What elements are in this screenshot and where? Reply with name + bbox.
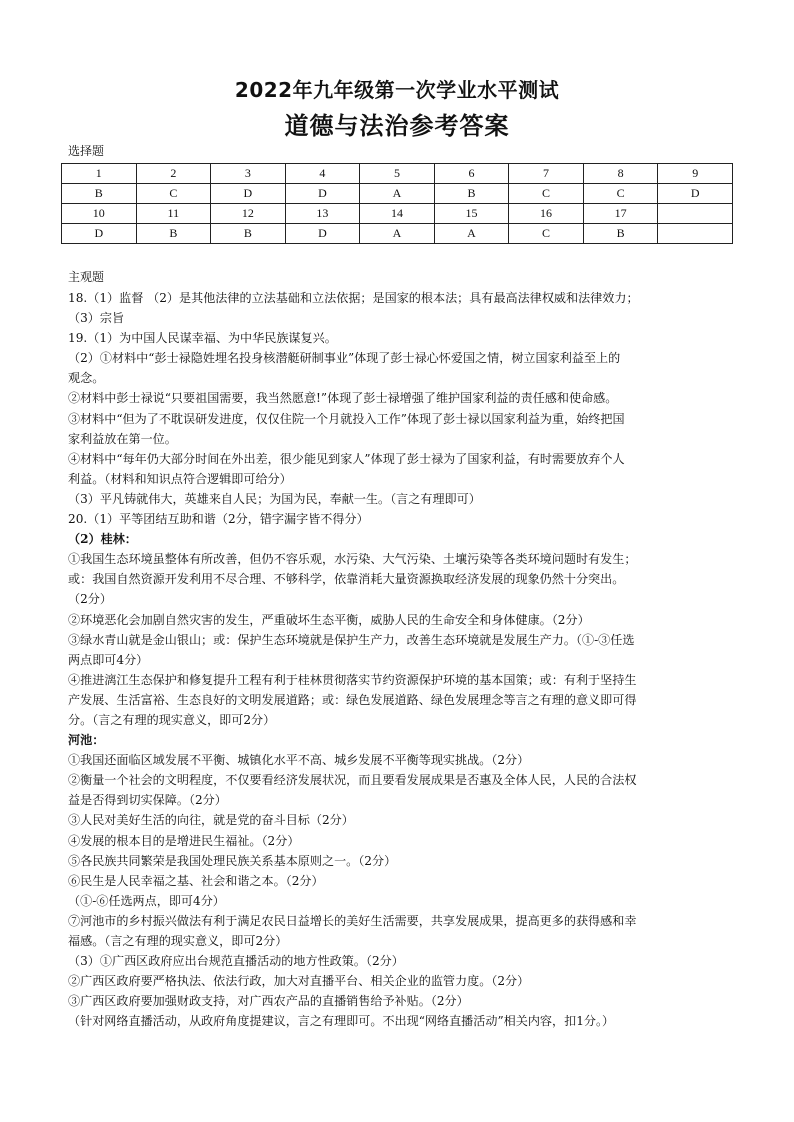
question-number-cell: 4 <box>285 164 360 184</box>
answer-cell: A <box>360 224 435 244</box>
answer-line: 分。（言之有理的现实意义，即可2分） <box>68 712 276 727</box>
answer-line: ②广西区政府要严格执法、依法行政，加大对直播平台、相关企业的监管力度。（2分） <box>68 974 530 989</box>
answer-line: 20.（1）平等团结互助和谐（2分，错字漏字皆不得分） <box>68 512 369 527</box>
question-number-cell <box>658 204 733 224</box>
question-number-cell: 17 <box>583 204 658 224</box>
answer-cell: C <box>509 184 584 204</box>
document-title: 2022年九年级第一次学业水平测试 <box>234 78 560 102</box>
question-number-cell: 8 <box>583 164 658 184</box>
question-number-cell: 1 <box>62 164 137 184</box>
answer-line: （2）①材料中“彭士禄隐姓埋名投身核潜艇研制事业”体现了彭士禄心怀爱国之情，树立国家利益至上的 <box>68 351 621 366</box>
answer-line: 益是否得到切实保障。（2分） <box>68 793 227 808</box>
answer-cell: B <box>583 224 658 244</box>
answer-cell: C <box>136 184 211 204</box>
answer-line: ⑤各民族共同繁荣是我国处理民族关系基本原则之一。（2分） <box>68 853 397 868</box>
answer-cell: D <box>285 184 360 204</box>
answer-cell: B <box>136 224 211 244</box>
question-number-cell: 14 <box>360 204 435 224</box>
answer-line: 河池： <box>68 733 105 748</box>
answer-line: 产发展、生活富裕、生态良好的文明发展道路；或：绿色发展道路、绿色发展理念等言之有理的意义即可得 <box>68 692 637 707</box>
answer-cell: D <box>62 224 137 244</box>
answer-line: 或：我国自然资源开发利用不尽合理、不够科学，依靠消耗大量资源换取经济发展的现象仍然十分突出。 <box>68 572 625 587</box>
answer-cell: C <box>583 184 658 204</box>
answer-line: （2分） <box>68 592 112 607</box>
question-number-cell: 7 <box>509 164 584 184</box>
choice-section-label: 选择题 <box>68 144 105 158</box>
answer-line: ⑥民生是人民幸福之基、社会和谐之本。（2分） <box>68 873 324 888</box>
answer-line: 两点即可4分） <box>68 652 149 667</box>
answer-line: ⑦河池市的乡村振兴做法有利于满足农民日益增长的美好生活需要，共享发展成果，提高更多的获得感和幸 <box>68 913 637 928</box>
choice-answer-table <box>61 163 733 244</box>
answer-line: ④材料中“每年仍大部分时间在外出差，很少能见到家人”体现了彭士禄为了国家利益，有时需要放弃个人 <box>68 451 625 466</box>
answer-line: 18.（1）监督 （2）是其他法律的立法基础和立法依据；是国家的根本法；具有最高法律权威和法律效力； <box>68 291 639 305</box>
question-number-cell: 9 <box>658 164 733 184</box>
answer-line: ①我国生态环境虽整体有所改善，但仍不容乐观，水污染、大气污染、土壤污染等各类环境问题时有发生； <box>68 552 637 567</box>
answer-cell: B <box>62 184 137 204</box>
answer-cell: B <box>434 184 509 204</box>
answer-cell: B <box>211 224 286 244</box>
question-number-cell: 11 <box>136 204 211 224</box>
question-number-row <box>62 164 733 184</box>
answer-line: ④推进漓江生态保护和修复提升工程有利于桂林贯彻落实节约资源保护环境的基本国策；或：有利于坚持生 <box>68 672 637 687</box>
answer-line: （针对网络直播活动，从政府角度提建议，言之有理即可。不出现“网络直播活动”相关内容，扣1分。） <box>68 1014 615 1029</box>
question-number-cell: 13 <box>285 204 360 224</box>
answer-line: ③广西区政府要加强财政支持，对广西农产品的直播销售给予补贴。（2分） <box>68 994 469 1009</box>
answer-row <box>62 184 733 204</box>
answer-line: （①-⑥任选两点，即可4分） <box>68 893 225 908</box>
answer-line: ②环境恶化会加剧自然灾害的发生，严重破坏生态平衡，威胁人民的生命安全和身体健康。（2分） <box>68 612 590 627</box>
subjective-section-label: 主观题 <box>68 270 105 284</box>
answer-cell <box>658 224 733 244</box>
question-number-cell: 12 <box>211 204 286 224</box>
answer-line: 19.（1）为中国人民谋幸福、为中华民族谋复兴。 <box>68 331 337 346</box>
answer-line: 观念。 <box>68 371 105 386</box>
question-number-row <box>62 204 733 224</box>
subjective-answers <box>68 288 736 1031</box>
answer-line: 家利益放在第一位。 <box>68 431 177 446</box>
answer-cell: D <box>211 184 286 204</box>
question-number-cell: 5 <box>360 164 435 184</box>
answer-cell: D <box>285 224 360 244</box>
document-subtitle: 道德与法治参考答案 <box>284 112 510 140</box>
answer-line: 福感。（言之有理的现实意义，即可2分） <box>68 934 288 948</box>
answer-cell: D <box>658 184 733 204</box>
answer-line: （3）平凡铸就伟大，英雄来自人民；为国为民，奉献一生。（言之有理即可） <box>68 491 481 506</box>
question-number-cell: 15 <box>434 204 509 224</box>
answer-line: （3）宗旨 <box>68 311 125 326</box>
answer-line: （2）桂林： <box>68 532 137 547</box>
answer-line: ②衡量一个社会的文明程度，不仅要看经济发展状况，而且要看发展成果是否惠及全体人民，人民的合法权 <box>68 773 637 788</box>
answer-line: ③绿水青山就是金山银山；或：保护生态环境就是保护生产力，改善生态环境就是发展生产力。（①-③任选 <box>68 632 635 647</box>
answer-cell: A <box>360 184 435 204</box>
answer-cell: A <box>434 224 509 244</box>
answer-line: ③材料中“但为了不耽误研发进度，仅仅住院一个月就投入工作”体现了彭士禄以国家利益为重，始终把国 <box>68 411 625 426</box>
answer-cell: C <box>509 224 584 244</box>
answer-line: ②材料中彭士禄说“只要祖国需要，我当然愿意!”体现了彭士禄增强了维护国家利益的责任感和使命感。 <box>68 391 618 406</box>
question-number-cell: 2 <box>136 164 211 184</box>
question-number-cell: 10 <box>62 204 137 224</box>
answer-line: （3）①广西区政府应出台规范直播活动的地方性政策。（2分） <box>68 954 404 969</box>
answer-row <box>62 224 733 244</box>
question-number-cell: 6 <box>434 164 509 184</box>
answer-line: ④发展的根本目的是增进民生福祉。（2分） <box>68 833 300 848</box>
question-number-cell: 3 <box>211 164 286 184</box>
answer-line: ③人民对美好生活的向往，就是党的奋斗目标（2分） <box>68 813 354 828</box>
question-number-cell: 16 <box>509 204 584 224</box>
answer-line: ①我国还面临区域发展不平衡、城镇化水平不高、城乡发展不平衡等现实挑战。（2分） <box>68 753 530 768</box>
answer-line: 利益。（材料和知识点符合逻辑即可给分） <box>68 471 292 486</box>
